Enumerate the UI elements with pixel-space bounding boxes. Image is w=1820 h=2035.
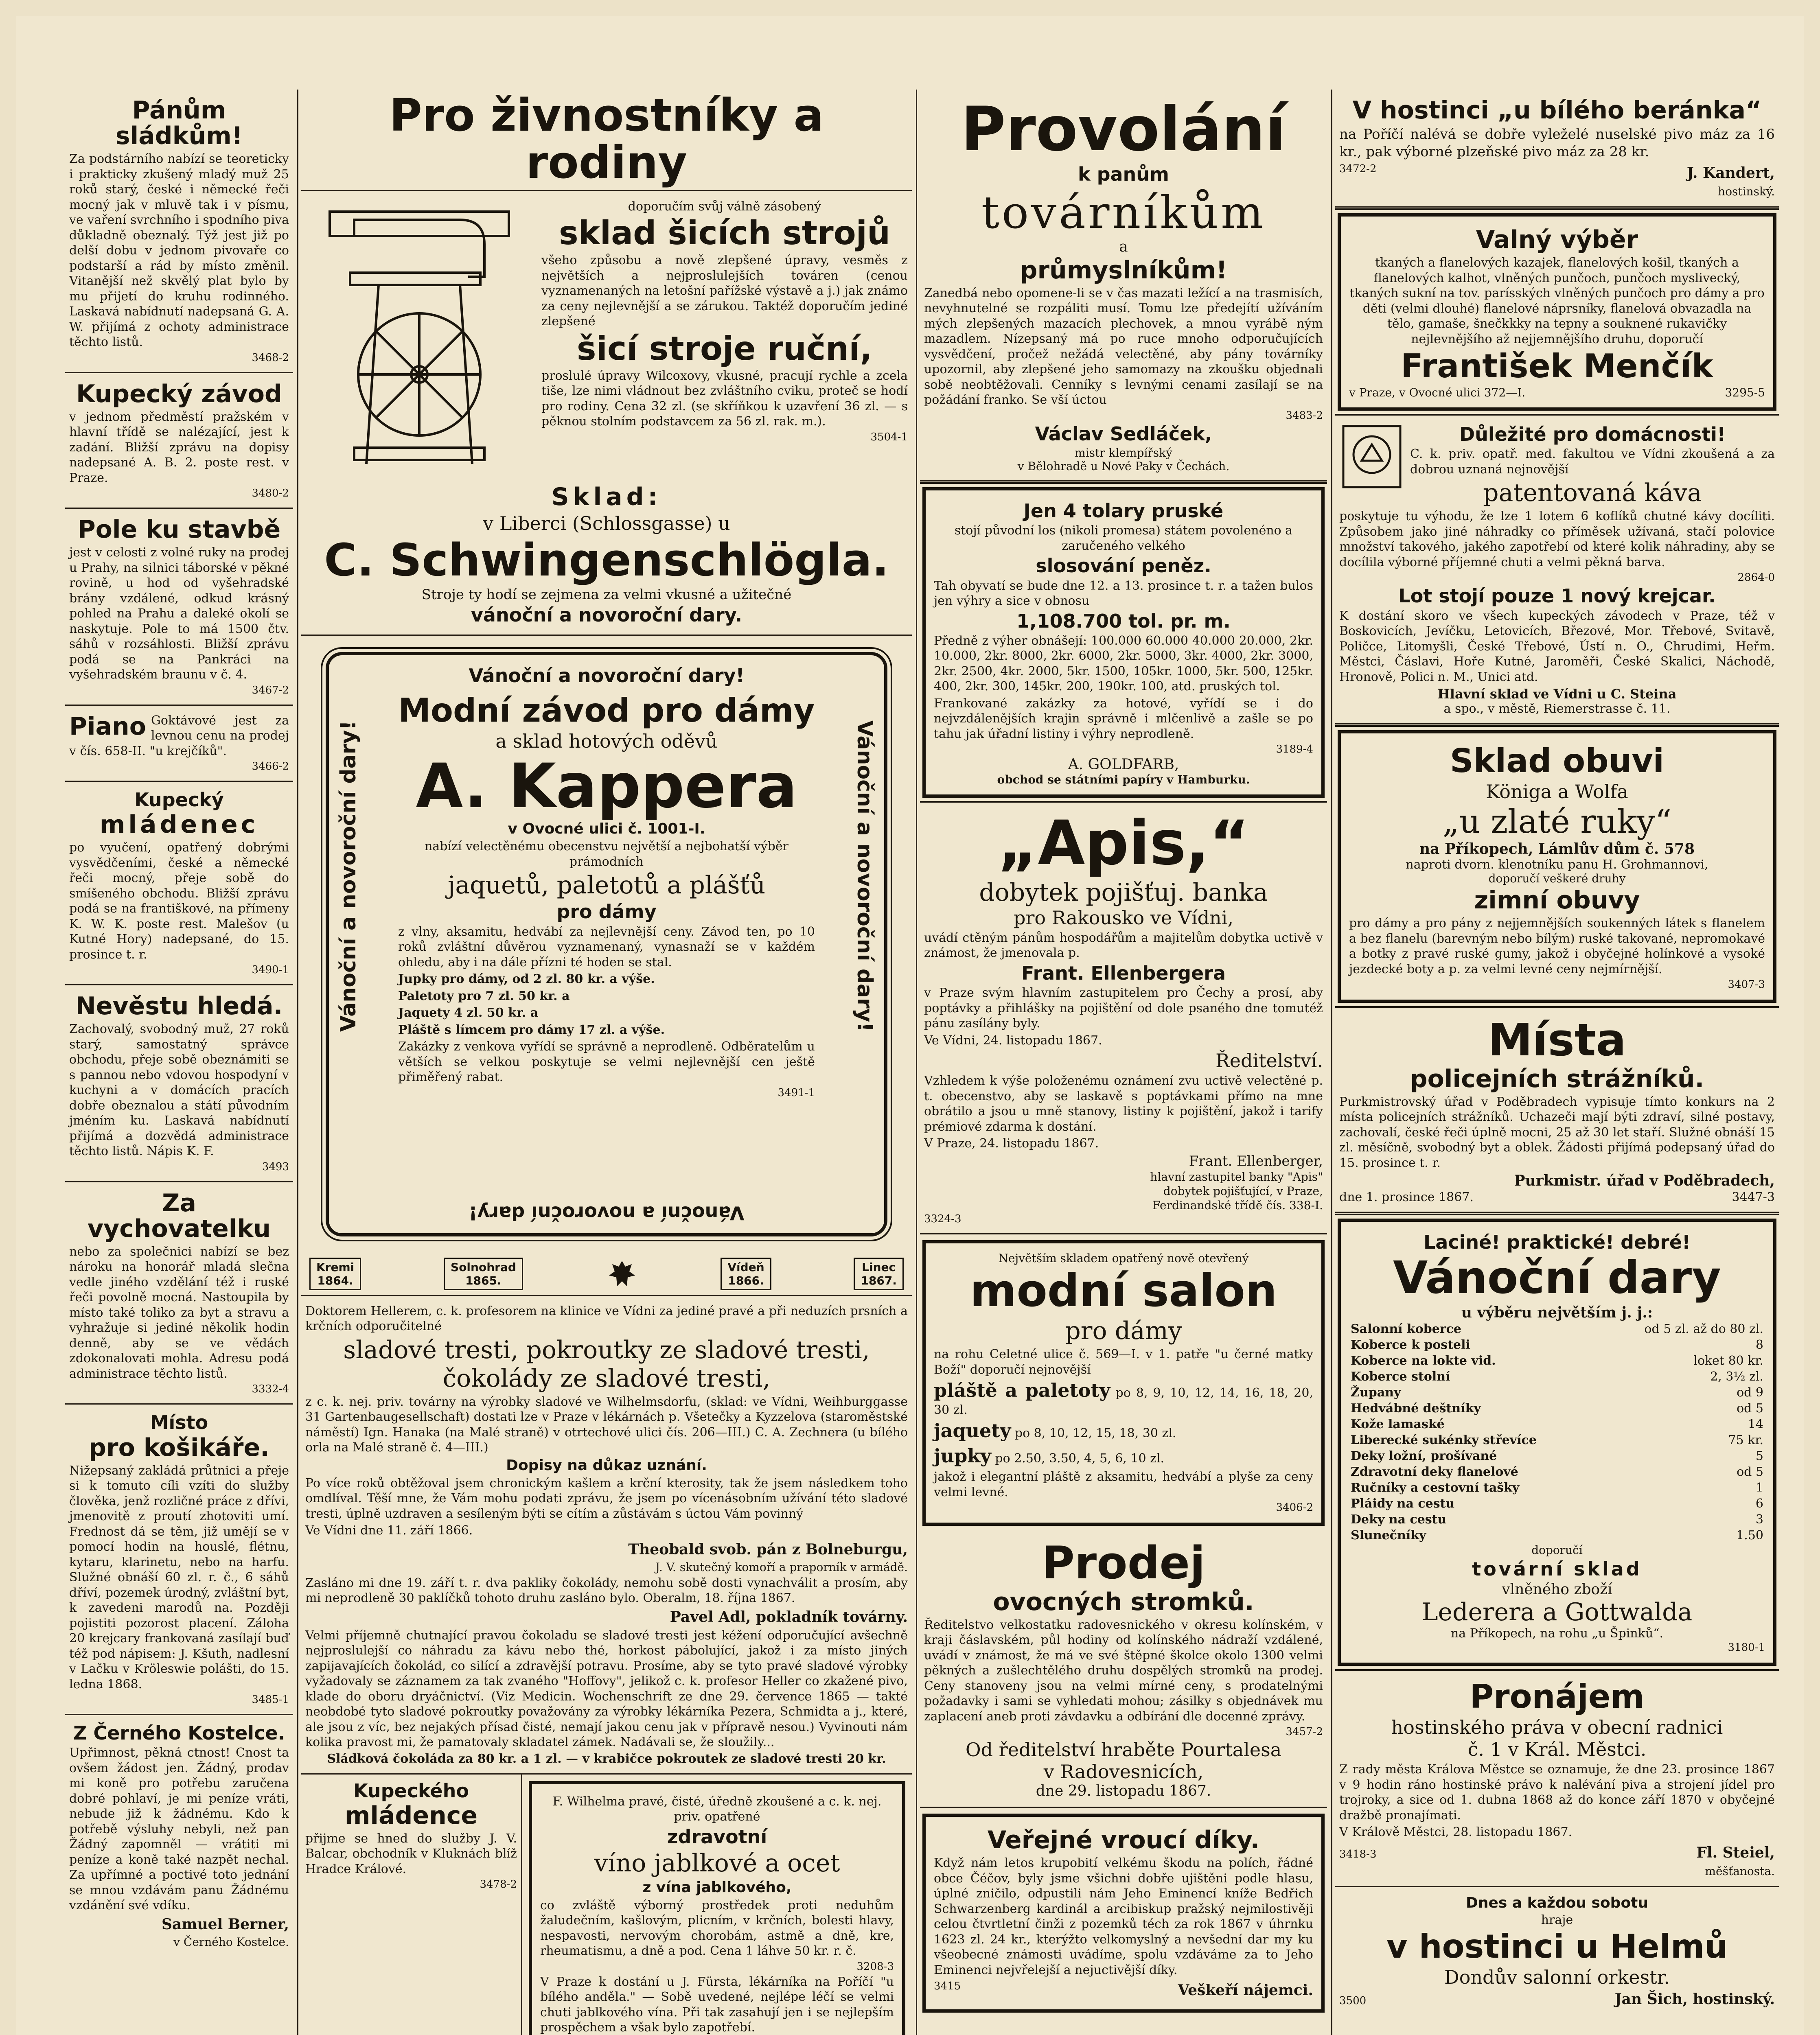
table-row: Pláidy na cestu 6 [1351,1496,1763,1511]
ad-number: 3180-1 [1728,1641,1765,1654]
ad-address: v Ovocné ulici č. 1001-I. [508,820,705,837]
ad-title: Valný výběr [1476,225,1638,254]
table-row: Kože lamaské 14 [1351,1417,1763,1431]
ad-body: Za podstárního nabízí se teoreticky i prakticky zkušený mladý muž 25 roků starý, české i německé řeči mocný jak v mluvě tak i v písmu, ve vaření svrchního i spodního piva důkladně obeznalý. Týž jest již po delší dobu v jednom pivovaře co podstarší a rád by místo změnil. Vitanější než skvělý plat bylo by mu přijetí do kruhu rodinného. Laskavá nabídnutí nadepsaná G. A. W. přijímá z ochoty administrace těchto listů. [69,152,289,349]
ad-signature-place: v Černého Kostelce. [173,1935,289,1949]
column-1 [65,90,293,2035]
ad-title: Nevěstu hledá. [75,992,283,1021]
ad-body: Upřimnost, pěkná ctnost! Cnost ta ovšem žádost jen. Žádný, prodav mi koně pro potřebu zaručena dobré pohlaví, je mi peníze vráti, nebude již k žádnému. Kdo k potřebě výsluhy nebyli, než pan Žádný zapomněl — vrátiti mi peníze a koně také nazpět nechal. Za upřímné a poctivé toto jednání se mnou vzdávám panu Žádnému vzdánění své vdíku. [69,1746,289,1913]
ad-date: Ve Vídni dne 11. září 1866. [305,1523,473,1538]
ad-body: Purkmistrovský úřad v Poděbradech vypisuje tímto konkurs na 2 místa policejních strážníků. Uchazeči mají býti zdraví, silné postavy, zachovalí, české řeči úplně mocni, 25 až 30 let staří. Služné obnáší 15 zl. měsíčně, svobodný byt a oblek. Žádosti přijímá podepsaný úřad do 15. prosince t. r. [1339,1094,1775,1170]
ad-body: co zvláště výborný prostředek proti neduhům žaludečním, kašlovým, plicním, v krčních, bolesti hlavy, nespavosti, nervovým chorobám, astmě a dně, kre, rheumatismu, a dně a pod. Cena 1 láhve 50 kr. r. č. [540,1898,894,1958]
ad-signature-3: Pavel Adl, pokladník továrny. [670,1608,908,1626]
ad-signature-3: v Bělohradě u Nové Paky v Čechách. [1017,460,1230,473]
ad-signature-2: J. V. skutečný komoří a praporník v armádě. [655,1560,908,1574]
ad-big: patentovaná káva [1483,479,1702,508]
ad-prodej [920,1532,1327,1808]
ad-number: 3415 [934,1980,961,1993]
ad-kappera [326,652,887,1236]
ad-modni-salon [922,1240,1325,1526]
ad-body: Ředitelstvo velkostatku radovesnického v okresu kolínském, v kraji čáslavském, půl hodiny od kolínského nádraží vzdálené, uvádí v známost, že má ve své štěpné školce okolo 1300 velmi pěkných a zušlechtělého druhu dospělých stromků na prodej. Ceny stanoveny jsou na velmi mírné ceny, s prodatelnými požadavky i sami se vyhledati mohou; zásilky s objednávek mu zaplacení aneb proti závdavku a odbírání dle docenné zprávy. [924,1617,1323,1724]
ad-goods: jupky [934,1444,991,1467]
ad-firm: C. Schwingenschlögla. [324,534,889,586]
ad-obuvi [1338,730,1776,1003]
ad-title: Provolání [961,94,1286,165]
ad-body-2: Po více roků obtěžoval jsem chronickým kašlem a krční kterosity, tak že jsem následkem toho omdlíval. Těší mne, že Vám mohu podati zprávu, že jsem po vícenásobním užívání této sladové tresti, úplně uzdraven a sesíleným býti se cítím a zůstávám s úctou Vám povinný [305,1476,908,1521]
ad-title: pro košikáře. [89,1433,269,1462]
ad-title: Piano [69,712,146,741]
ad-number: 3466-2 [252,760,289,772]
ad-date: V Králově Městci, 28. listopadu 1867. [1339,1825,1573,1840]
ad-pretitle: Kupecký [134,789,224,811]
ad-footer [1339,1190,1775,1204]
ad-price-1: Jupky pro dámy, od 2 zl. 80 kr. a výše. [398,972,655,987]
table-row: Ručníky a cestovní tašky 1 [1351,1480,1763,1495]
eagle-crest-icon [606,1258,638,1290]
ad-body: Goktávové jest za levnou cenu na prodej v čís. 658-II. "u krejčíků". [69,713,289,758]
ad-number: 3468-2 [252,351,289,364]
ad-sladkum [65,90,293,373]
ad-intro: doporučím svůj válně zásobený [628,199,821,214]
ad-price-2: Paletoty pro 7 zl. 50 kr. a [398,989,570,1003]
ad-goods: pláště a paletoty [934,1379,1110,1402]
ad-address: v Praze, v Ovocné ulici 372—I. [1349,386,1526,399]
ad-signature-2: mistr klempířský [1075,446,1172,460]
ad-number: 3406-2 [1276,1501,1313,1514]
ad-goods: jaquetů, paletotů a plášťů [447,871,766,900]
ad-body-4: Frankované zakázky za hotové, vyřídí se i do nejvzdálenějších krajin správně i mlčenlivě a zašle se po tahu jak úřadní listiny i výhry neprodleně. [934,696,1313,741]
ad-intro-2: doporučí [1531,1543,1583,1557]
ad-title-2: ovocných stromků. [993,1587,1254,1616]
ad-date: Ve Vídni, 24. listopadu 1867. [924,1033,1102,1048]
ad-goods-price: po 2.50, 3.50, 4, 5, 6, 10 zl. [995,1451,1165,1466]
ad-footer [1339,1842,1775,1864]
ad-title: modní salon [970,1264,1277,1317]
ad-footer-2: vánoční a novoroční dary. [471,604,742,626]
table-row: Koberce na lokte vid. loket 80 kr. [1351,1353,1763,1368]
ad-goods-row [934,1444,1313,1468]
ad-number: 3189-4 [1276,743,1313,756]
ad-firm: František Menčík [1401,347,1713,385]
table-row: Liberecké sukénky střevíce 75 kr. [1351,1433,1763,1447]
ad-subtitle: č. 1 v Král. Městci. [1467,1738,1647,1761]
ad-firm: Lederera a Gottwalda [1421,1598,1693,1627]
ad-goods-row [934,1419,1313,1443]
column-3 [920,90,1327,2035]
ad-sklad: Sklad: [551,483,662,511]
ad-sklad: Hlavní sklad ve Vídni u C. Steina [1437,686,1677,702]
ad-pretitle: Kupeckého [353,1779,469,1802]
ad-title: Jen 4 tolary pruské [1023,500,1224,522]
ad-title: „Apis,“ [997,808,1250,879]
ad-intro: Největším skladem opatřený nově otevřený [998,1251,1249,1265]
medal-kremi: Kremi 1864. [309,1258,361,1290]
ad-address: na Příkopech, na rohu „u Špinků“. [1450,1626,1664,1641]
ad-number: 3472-2 [1339,163,1377,175]
ad-top: zdravotní [667,1825,767,1848]
ad-date: dne 1. prosince 1867. [1339,1190,1474,1205]
column-rule [297,90,298,2035]
goods-table [1349,1321,1765,1543]
ad-body-2: v Praze svým hlavním zastupitelem pro Čechy a prosí, aby poptávky a přihlášky na pojištění od dole psaného dne tomutéž pánu zasílány byly. [924,986,1323,1031]
ad-title-2: šicí stroje ruční, [576,329,873,368]
ad-signature-3: hlavní zastupitel banky "Apis" [1150,1170,1323,1184]
ad-title: Pronájem [1470,1678,1645,1716]
ad-body: Zachovalý, svobodný muž, 27 roků starý, samostatný správce obchodu, přeje sobě obeznámiti se s pannou nebo vdovou hospodyní v kuchyni a v domácích pracích dobře obeznalou a státí původním jméním ku. Laskavá nabídnutí přijímá a dozvědá administrace těchto listů. Nápis K. F. [69,1022,289,1159]
ad-body-2: poskytuje tu výhodu, že lze 1 lotem 6 koflíků chutné kávy docíliti. Způsobem jako jiné náhradky co příměsek užívaná, stačí polovice množství takového, jakého zapotřebí od které kolik náhradiny, aby se docílila výborné příjemné chuti a velmi pěkná barva. [1339,509,1775,569]
ad-date-2: V Praze, 24. listopadu 1867. [924,1136,1099,1151]
ad-bottom: Sládková čokoláda za 80 kr. a 1 zl. — v krabičce pokroutek ze sladové tresti 20 kr. [327,1751,886,1766]
ad-firm: Frant. Ellenbergera [1021,962,1226,984]
ad-body: pro dámy a pro pány z nejjemnějších soukenných látek s flanelem a bez flanelu (barevným nebo bílým) ruské takované, nepromokavé a botky z pravé ruské gumy, jakož i obyčejné holínkové a vysoké jezdecké boty a p. za velmi levné ceny nejmírnější. [1349,916,1765,976]
ad-subtitle: vlněného zboží [1502,1581,1612,1598]
ad-pronajem [1335,1672,1779,1887]
ad-title: sladové tresti, pokroutky ze sladové tresti, [343,1335,870,1364]
ad-title: Vánoční dary [1393,1252,1721,1304]
ad-big: slosování peněz. [1036,555,1211,577]
ad-body: všeho způsobu a nově zlepšené úpravy, vesměs z největších a nejproslulejších továren (cenou vyznamenaných na letošní pařížské výstavě a j.) jak známo za ceny nejlevnější a se zárukou. Taktéž doporučím jediné zlepšené [541,253,908,328]
ad-number: 3407-3 [1728,978,1765,991]
ad-piano [65,706,293,782]
ad-title: Za vychovatelku [88,1188,271,1243]
ad-signature: A. GOLDFARB, [1068,756,1179,773]
ad-intro: u výběru největším j. j.: [1461,1304,1653,1321]
table-row: Deky ložní, prošívané 5 [1351,1449,1763,1463]
ad-border-text-right: Vánoční a novoroční dary! [852,720,877,1032]
ad-title-2: čokolády ze sladové tresti, [442,1364,771,1393]
ad-border-text-bottom: Vánoční a novoroční dary! [469,1201,745,1224]
ad-number: 3324-3 [924,1212,961,1225]
ad-vychovatelku [65,1182,293,1405]
ad-subtitle: Königa a Wolfa [1486,781,1628,803]
ad-title: Pole ku stavbě [77,515,281,544]
table-row: Deky na cestu 3 [1351,1512,1763,1527]
ad-vrouci-diky [922,1814,1325,2013]
ad-address: na rohu Celetné ulice č. 569—I. v 1. patře "u černé matky Boží" doporučí nejnovější [934,1347,1313,1377]
ad-firm: A. Kappera [416,751,797,822]
ad-body: Nižepsaný zakládá průtnici a přeje si k tomuto cíli vzíti do služby člověka, jenž rozličné práce z dřívi, jmenovitě z proutí zhotoviti umí. Frednost dá se těm, již umějí se v pomocí hodin na houslé, flétnu, kytaru, klarinetu, nebo na harfu. Služné obnáší 60 zl. r. č., 6 sáhů dříví, pozemek úrodný, zvláštní byt, k zavedeni marodů na. Později pojistiti pozorost placení. Záloha 20 krejcary frankovaná zasílají buď též pod nápisem: J. Kšuth, nadlesní v Lačku v Kröleswie polášti, do 15. ledna 1868. [69,1463,289,1691]
ad-footer: Stroje ty hodí se zejmena za velmi vkusné a užitečné [421,586,792,603]
ad-and: a [1119,238,1128,255]
medal-viden: Vídeň 1866. [721,1258,771,1290]
ad-title: Pánům sládkům! [115,96,243,150]
column-4 [1335,90,1779,2035]
ad-subtitle: a sklad hotových oděvů [495,730,718,753]
ad-vanocni-dary [1338,1219,1776,1666]
ad-body: tkaných a flanelových kazajek, flanelových košil, tkaných a flanelových kalhot, vlněných punčoch, punčoch myslivecký, tkaných sukní na tov. parísských vlněných punčoch pro dámy a pro děti (velmi dlouhé) flanelové náprsníky, flanelová obvazadla na tělo, gamaše, šnečkkky na tepny a souknené rukavičky nejlevnějšího až nejjemnějšího druhu, doporučí [1349,256,1765,346]
ad-kupeckeho [301,1775,522,2035]
ad-sici-stroje [301,194,912,636]
newspaper-page [16,16,1804,2035]
ad-number: 3332-4 [252,1383,289,1396]
ad-price: Lot stojí pouze 1 nový krejcar. [1398,585,1716,607]
ad-title-2: „u zlaté ruky“ [1442,803,1672,841]
ad-footer [934,1979,1313,2001]
ad-price-3: Jaquety 4 zl. 50 kr. a [398,1006,539,1020]
ad-proof-heading: Dopisy na důkaz uznání. [506,1457,707,1474]
ad-body: nebo za společnici nabízí se bez nároku na honorář mladá slečna vedle jiného vzdělání též i ruské řeči povolně mocná. Nastoupila by místo také toliko za byt a stravu a vyhražuje si jediné několik hodin denně, aby se ve vědách zdokonalovati mohla. Adresu podá administrace těchto listů. [69,1244,289,1381]
ad-signature: Veškeří nájemci. [1178,1982,1313,1999]
ad-title: v hostinci u Helmů [1386,1928,1728,1966]
ad-pretitle: Místo [150,1411,208,1434]
ad-signature: Ředitelství. [1216,1050,1323,1072]
ad-signature: J. Kandert, [1686,164,1775,182]
ad-body: přijme se hned do služby J. V. Balcar, obchodník v Kluknách blíž Hradce Králové. [305,1831,517,1876]
ad-subtitle-2: pro Rakousko ve Vídni, [1013,906,1234,929]
ad-number: 3467-2 [252,684,289,696]
ad-goods-price: po 8, 9, 10, 12, 14, 16, 18, 20, 30 zl. [934,1386,1313,1417]
ad-signature-2: měšťanosta. [1705,1864,1775,1878]
ad-kosikare [65,1405,293,1715]
ad-signature-2: v Radovesnicích, [1043,1761,1204,1783]
ad-body-4: Velmi příjemně chutnající pravou čokoladu se sladové tresti jest kéžení odporučující avšechně nejproslulejší co náhradu za kávu nebo thé, horkost pábolující, jakož i za místo jiných zapijavajících čokolád, co silící a zdravější potravu. Prosíme, aby se tyto pravé sladové výrobky vyžadovaly se záznamem za tak zvaného "Hoffovy", jelikož c. k. profesor Heller co zkažené pivo, klade do oboru dryáčnictví. (Viz Medicin. Wochenschrift ze dne 29. července 1865 — takté neobdobé tyto sladové pokroutky považovány za výrobky lékárníka Pezera, Schmidta a j., které, ale jsou z víc, bez nejakých přísad čisté, nemají jakou cenu jak v přípravě nesou.) Vyvinouti nám kolika pravost mi, že pamatovaly skladatel zámek. Nadávali se, že sloužily... [305,1628,908,1750]
table-row: Salonní koberce od 5 zl. až do 80 zl. [1351,1322,1763,1336]
ad-subtitle-2: továrníkům [981,186,1266,239]
ad-kupecky-zavod [65,373,293,509]
ad-number: 3480-2 [252,487,289,499]
ad-title: Důležité pro domácnosti! [1459,423,1726,445]
ad-title: sklad šicích strojů [558,214,891,252]
ad-signature: Václav Sedláček, [1035,422,1212,445]
ad-sum: 1,108.700 tol. pr. m. [1016,610,1231,632]
ad-body-3: Zasláno mi dne 19. září t. r. dva pakliky čokolády, nemohu sobě dosti vynachválit a prosím, aby mi neprodleně 30 paklíčků tohoto druhu zasláno bylo. Oberalm, 18. října 1867. [305,1575,908,1606]
ad-subtitle: k panům [1078,163,1169,185]
table-row: Hedvábné deštníky od 5 [1351,1401,1763,1416]
ad-valny-vyber [1338,213,1776,411]
ad-title: Kupecký závod [76,379,282,408]
ad-title: víno jablkové a ocet [594,1849,840,1877]
ad-place: v Liberci (Schlossgasse) u [483,512,730,534]
ad-signature: Samuel Berner, [162,1915,289,1933]
ad-beranka [1335,90,1779,208]
column-rule [1331,90,1332,2035]
ad-body-2: Tah obyvatí se bude dne 12. a 13. prosince t. r. a tažen bulos jen výhry a sice v obnosu [934,578,1313,608]
ad-number: 3478-2 [480,1878,517,1891]
medal-solnohrad: Solnohrad 1865. [444,1258,523,1290]
ad-body: uvádí ctěným pánům hospodářům a majitelům dobytka uctivě v známost, že jmenovala p. [924,930,1323,961]
ad-subtitle: z vína jablkového, [642,1879,792,1896]
ad-helmu [1335,1887,1779,2018]
ad-number: 3493 [262,1160,289,1173]
ad-kostelce [65,1715,293,1957]
medal-linec: Linec 1867. [854,1258,904,1290]
ad-subtitle: pro dámy [1065,1317,1182,1346]
ad-goods: jaquety [934,1420,1011,1442]
ad-body: na Poříčí nalévá se dobře vyleželé nuselské pivo máz za 16 kr., pak výborné plzeňské pivo máz za 28 kr. [1339,126,1775,160]
ad-subtitle: Dondův salonní orkestr. [1444,1966,1670,1989]
ad-footer [1339,1988,1775,2010]
ad-vino [529,1781,905,2035]
ad-number: 3500 [1339,1995,1367,2007]
ad-intro: doporučí veškeré druhy [1488,872,1626,886]
ad-apis [920,803,1327,1234]
ad-title: Sklad obuvi [1450,742,1665,780]
ad-number: 3483-2 [1286,409,1323,422]
ad-number: 3485-1 [252,1694,289,1706]
ad-body: Když nám letos krupobití velkému škodu na polích, řádné obce Čéčov, byly jsme všichni dobře ujištěni podle hlasu, úplné zničilo, odpustili nám Jeho Eminencí kníže Bedřich Schwarzenberg kardinál a arcibiskup pražský nejmilostivěji celou čtvrtletní činži z pozemků téch za rok 1867 v úhrnku 1623 zl. 24 kr., kterýžto velkomyslný a nevšední dar my ku všeobecné známosti uvádíme, spolu vzdáváme za to Jeho Eminenci nejvřelejší a nejuctivější díky. [934,1856,1313,1977]
ad-mladenec [65,782,293,985]
ad-body-3: Předně z výher obnášejí: 100.000 60.000 40.000 20.000, 2kr. 10.000, 2kr. 8000, 2kr. 6000, 2kr. 5000, 3kr. 4000, 2kr. 3000, 2kr. 2500, 4kr. 2000, 5kr. 1500, 105kr. 1000, 5kr. 500, 125kr. 400, 2kr. 300, 145kr. 200, 190kr. 100, atd. pruských tol. [934,633,1313,694]
ad-number: 3447-3 [1732,1190,1775,1205]
ad-goods-row [934,1379,1313,1418]
table-row: Župany od 9 [1351,1385,1763,1400]
ad-intro: Doktorem Hellerem, c. k. profesorem na klinice ve Vídni za jediné pravé a při neduzích prsních a krčních odporučitelné [305,1304,908,1334]
table-row: Zdravotní deky flanelové od 5 [1351,1464,1763,1479]
ad-provolani [920,90,1327,481]
ad-tolary [922,487,1325,798]
ad-title: mládenec [99,810,259,839]
ad-body: jest v celosti z volné ruky na prodej u Prahy, na silnici táborské v pěkné rovině, u hod od vyšehradské brány vzdálené, odkud krásný pohled na Prahu a daleké okolí se naskytuje. Pole to má 1500 čtv. sáhů v rozsáhlosti. Bližší zprávu podá se na Pankráci na vyšehradském braunu v č. 4. [69,545,289,682]
column-2 [301,90,912,2035]
ad-address: na Příkopech, Lámlův dům č. 578 [1419,840,1695,858]
ad-kava [1335,416,1779,724]
ad-border-text-top: Vánoční a novoroční dary! [469,664,745,687]
ad-subtitle: dobytek pojišťuj. banka [979,878,1268,907]
ad-signature: Purkmistr. úřad v Poděbradech, [1514,1172,1775,1190]
ad-signature-2: hostinský. [1718,185,1775,198]
ad-title-2: policejních strážníků. [1410,1064,1704,1093]
ad-number: 3418-3 [1339,1848,1377,1860]
exhibition-medals [301,1253,912,1296]
ad-subtitle-3: průmyslníkům! [1020,256,1227,284]
ad-number: 3457-2 [1286,1726,1323,1738]
ad-title: Z Černého Kostelce. [73,1722,285,1744]
ad-pole [65,509,293,706]
ad-title: Prodej [1042,1537,1205,1589]
ad-title: mládence [344,1801,478,1830]
ad-price-4: Pláště s límcem pro dámy 17 zl. a výše. [398,1022,665,1037]
ad-top: Laciné! praktické! debré! [1423,1231,1691,1254]
ad-body: Zanedbá nebo opomene-li se v čas mazati ležící a na trasmisích, nevyhnutelné se rozpáliti musí. Tomu lze předejítí užíváním mých zlepšených mazacích plechovek, a mnou vyrábě ným mazadlem. Nízepsaný má po ruce mnoho odporučujících vysvědčení, pročež nežádá velectěné, aby pány továrníky upozornil, aby zlepšené jeho samomazy na zkoušku objednali sobě neobtěžovali. Cenníky s levnými cenami zasílají se na požádání franko. Se vší úctou [924,286,1323,407]
ad-nevestu [65,985,293,1182]
ad-top-2: hraje [1541,1913,1573,1928]
ad-body: Z rady města Králova Městce se oznamuje, že dne 23. prosince 1867 v 9 hodin ráno hostinské právo k nalévání piva a strojení jídel pro trojroky, a sice od 1. dubna 1868 až do konce září 1870 v obyčejné dražbě pronajímati. [1339,1762,1775,1823]
column-header: Pro živnostníky a rodiny [301,92,912,191]
ad-body-2: V Praze k dostání u J. Fürsta, lékárníka na Poříčí "u bílého anděla." — Sobě uvedené, nejlépe léčí se velmi chuti jablkového vína. Při tak zasahují jen i se nejlepším prospěchem a však bylo zapotřebí. [540,1974,894,2035]
ad-body: po vyučení, opatřený dobrými vysvědčeními, české a německé řeči mocný, přeje sobě do smíšeného obchodu. Bližší zprávu podá se na františkové, na přímeny K. W. K. poste rest. Malešov (u Kutné Hory) nadepsané, do 15. prosince t. r. [69,840,289,962]
ad-signature: Fl. Steiel, [1696,1844,1775,1861]
ad-heller [301,1296,912,1775]
table-row: Slunečníky 1.50 [1351,1528,1763,1543]
ad-kappera-content [398,691,815,1099]
ad-signature-2: obchod se státními papíry v Hamburku. [997,773,1250,787]
ad-title-2: hostinského práva v obecní radnici [1391,1716,1723,1739]
ad-footer [1339,162,1775,184]
ad-body: C. k. priv. opatř. med. fakultou ve Vídni zkoušená a za dobrou uznaná nejnovější [1410,447,1775,477]
ad-signature: Jan Šich, hostinský. [1614,1991,1775,2008]
ad-big: zimní obuvy [1474,886,1640,915]
ad-title: Veřejné vroucí díky. [987,1826,1260,1855]
ad-number: 3504-1 [870,431,908,443]
ad-number: 3491-1 [777,1086,815,1099]
coffee-seal-icon [1339,422,1404,491]
ad-body-2: z vlny, aksamitu, hedvábí za nejlevnější ceny. Závod ten, po 10 roků zvláštní důvěrou vyznamenaný, vynasnaží se v každém ohledu, aby i na dále přízni té hoden se stal. [398,924,815,969]
ad-signature-4: dobytek pojišťující, v Praze, [1163,1184,1323,1198]
ad-body: v jednom předměstí pražském v hlavní třídě se nalézající, jest k zadání. Bližší zprávu na dopisy nadepsané A. B. 2. poste rest. v Praze. [69,409,289,485]
ad-top: Dnes a každou sobotu [1465,1894,1649,1911]
table-row: Koberce k posteli 8 [1351,1337,1763,1352]
table-row: Koberce stolní 2, 3½ zl. [1351,1369,1763,1384]
ad-footer [1349,386,1765,399]
ad-signature: Theobald svob. pán z Bolneburgu, [628,1540,908,1558]
ad-mista [1335,1009,1779,1213]
row-kupecky-vino [301,1775,912,2035]
ad-body: nabízí velectěnému obecenstvu největší a nejbohatší výběr prámodních [425,839,788,869]
ad-title: Místa [1488,1014,1626,1066]
sewing-machine-illustration [305,204,533,480]
ad-date: dne 29. listopadu 1867. [1036,1783,1211,1800]
ad-number: 3295-5 [1725,386,1765,399]
ad-number: 3208-3 [856,1960,894,1973]
ad-goods-price: po 8, 10, 12, 15, 18, 30 zl. [1014,1426,1176,1441]
ad-intro: F. Wilhelma pravé, čisté, úředně zkoušené a c. k. nej. priv. opatřené [552,1794,882,1824]
ad-body-3: K dostání skoro ve všech kupeckých závodech v Praze, též v Boskovicích, Jevíčku, Letovicích, Březové, Mor. Třebové, Svitavě, Poličce, Litomyšli, České Třebové, Ústí n. O., Chrudimi, Heřm. Městci, Čáslavi, Hoře Kutné, Jaroměři, České Skalici, Náchodě, Hronově, Polici n. M., Unici atd. [1339,608,1775,684]
column-rule [916,90,917,2035]
ad-body: stojí původní los (nikoli promesa) státem povolenéno a zaručeného velkého [954,523,1293,553]
ad-title: V hostinci „u bílého beránka“ [1352,96,1762,125]
ad-number: 2864-0 [1737,571,1775,584]
ad-title: Modní závod pro dámy [398,691,815,730]
ad-sklad: tovární sklad [1472,1558,1642,1580]
ad-signature-2: Frant. Ellenberger, [1189,1153,1323,1169]
ad-border-text-left: Vánoční a novoroční dary! [336,720,361,1032]
ad-signature-5: Ferdinandské třídě čís. 338-I. [1152,1198,1323,1212]
ad-goods-2: pro dámy [556,901,657,923]
ad-body-3: Vzhledem k výše položenému oznámení zvu uctivě velectěné p. t. obecenstvo, aby se laskavě s poptávkami přímo na mne obrátilo a jsou u mně stanovy, listiny k pojištění, jakož i tarify prémiové zdarma k dostání. [924,1074,1323,1134]
ad-number: 3490-1 [252,964,289,976]
ad-body-3: Zakázky z venkova vyřídí se správně a neprodleně. Odběratelům u větších se velkou poskytuje se velmi nejlevnější cen ještě přiměřený rabat. [398,1039,815,1085]
ad-body: jakož i elegantní pláště z aksamitu, hedvábí a plyše za ceny velmi levné. [934,1470,1313,1499]
ad-body: z c. k. nej. priv. továrny na výrobky sladové ve Wilhelmsdorfu, (sklad: ve Vídni, Weihburggasse 31 Gartenbaugesellschaft) dostati lze v Praze v lékárnách p. Všetečky a Kyzzelova (staroměstské náměstí) Ign. Hanaka (na Malé straně) v otrtechové ulici čís. 206—III.) C. A. Zechnera (u bílého orla na Malé straně č. 4—III.) [305,1394,908,1455]
ad-address-2: naproti dvorn. klenotníku panu H. Grohmannovi, [1406,858,1708,872]
ad-body-2: proslulé úpravy Wilcoxovy, vkusné, pracují rychle a zcela tiše, lze nimi vládnout bez zvláštního cviku, proteč se hodí pro rodiny. Cena 32 zl. (se skříňkou k uzavření 36 zl. — s pěknou stolním podstavcem za 56 zl. rak. m.). [541,368,908,429]
ad-signature: Od ředitelství hraběte Pourtalesa [965,1739,1282,1761]
ad-sklad-2: a spo., v městě, Riemerstrasse č. 11. [1443,702,1671,716]
